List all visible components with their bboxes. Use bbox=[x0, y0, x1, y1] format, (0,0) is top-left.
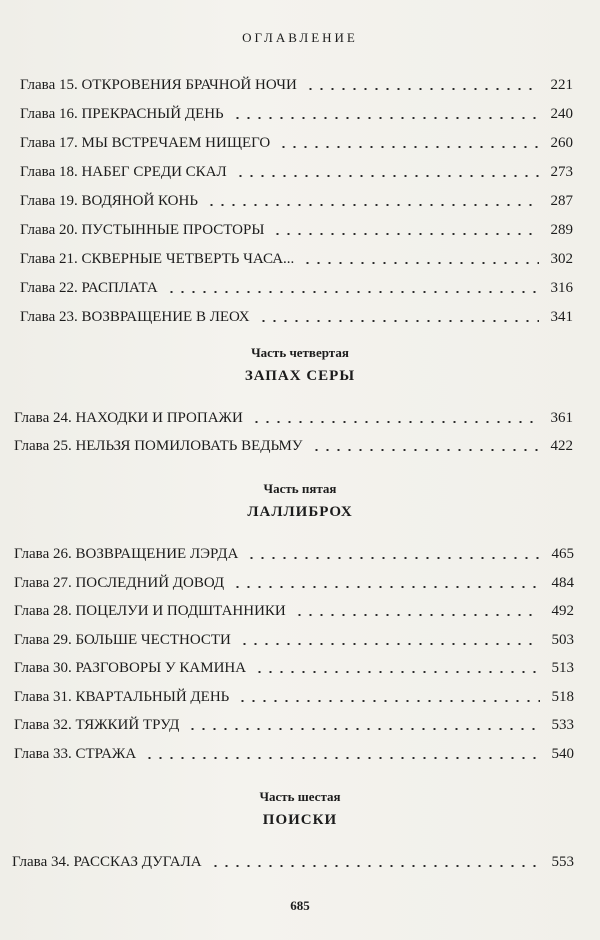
dot-leader bbox=[246, 557, 540, 559]
dot-leader bbox=[187, 728, 540, 730]
toc-entry-title: Глава 27. ПОСЛЕДНИЙ ДОВОД bbox=[14, 574, 225, 591]
toc-entry bbox=[14, 741, 574, 763]
toc-entry bbox=[20, 130, 573, 152]
toc-entry bbox=[20, 72, 573, 94]
toc-entry-title: Глава 17. МЫ ВСТРЕЧАЕМ НИЩЕГО bbox=[20, 135, 271, 151]
toc-entry bbox=[14, 712, 574, 734]
toc-entry-page: 361 bbox=[550, 410, 573, 426]
part-four-label: Часть четвертая bbox=[251, 345, 349, 360]
toc-entry-page: 287 bbox=[550, 193, 573, 209]
dot-leader bbox=[272, 233, 539, 235]
toc-entry bbox=[14, 433, 573, 455]
dot-leader bbox=[294, 614, 540, 616]
dot-leader bbox=[311, 449, 539, 451]
toc-entry-title: Глава 15. ОТКРОВЕНИЯ БРАЧНОЙ НОЧИ bbox=[20, 77, 297, 93]
toc-entry-title: Глава 32. ТЯЖКИЙ ТРУД bbox=[14, 717, 180, 733]
dot-leader bbox=[144, 757, 540, 759]
dot-leader bbox=[232, 586, 540, 588]
toc-entry-title: Глава 18. НАБЕГ СРЕДИ СКАЛ bbox=[20, 164, 227, 180]
dot-leader bbox=[232, 117, 539, 119]
toc-entry-title: Глава 21. СКВЕРНЫЕ ЧЕТВЕРТЬ ЧАСА... bbox=[20, 251, 295, 267]
toc-entry-title: Глава 23. ВОЗВРАЩЕНИЕ В ЛЕОХ bbox=[20, 309, 250, 325]
toc-entry-title: Глава 26. ВОЗВРАЩЕНИЕ ЛЭРДА bbox=[14, 546, 239, 562]
toc-entry-page: 273 bbox=[550, 164, 573, 180]
dot-leader bbox=[305, 88, 539, 90]
toc-entry bbox=[20, 246, 573, 268]
dot-leader bbox=[206, 204, 539, 206]
dot-leader bbox=[254, 671, 540, 673]
toc-entry-page: 316 bbox=[550, 280, 573, 296]
part-six-label: Часть шестая bbox=[259, 789, 341, 804]
toc-entry-title: Глава 25. НЕЛЬЗЯ ПОМИЛОВАТЬ ВЕДЬМУ bbox=[14, 438, 303, 454]
toc-entry bbox=[14, 655, 574, 677]
toc-entry-page: 341 bbox=[550, 309, 573, 325]
toc-entry bbox=[20, 101, 573, 123]
toc-entry-page: 484 bbox=[551, 574, 574, 591]
toc-entry-title: Глава 30. РАЗГОВОРЫ У КАМИНА bbox=[14, 660, 247, 676]
toc-entry-title: Глава 29. БОЛЬШЕ ЧЕСТНОСТИ bbox=[14, 631, 231, 648]
toc-entry bbox=[20, 159, 573, 181]
toc-entry bbox=[20, 217, 573, 239]
toc-entry-title: Глава 28. ПОЦЕЛУИ И ПОДШТАННИКИ bbox=[14, 603, 286, 619]
dot-leader bbox=[251, 421, 539, 423]
toc-entry-title: Глава 34. РАССКАЗ ДУГАЛА bbox=[12, 854, 202, 870]
toc-entry-page: 422 bbox=[550, 438, 573, 454]
running-head: ОГЛАВЛЕНИЕ bbox=[242, 30, 358, 45]
toc-entry-title: Глава 31. КВАРТАЛЬНЫЙ ДЕНЬ bbox=[14, 688, 230, 705]
toc-entry-page: 221 bbox=[550, 77, 573, 93]
toc-entry-title: Глава 20. ПУСТЫННЫЕ ПРОСТОРЫ bbox=[20, 222, 265, 238]
page-number: 685 bbox=[290, 898, 310, 913]
dot-leader bbox=[210, 865, 540, 867]
part-five-label: Часть пятая bbox=[263, 481, 337, 496]
part-six-title: ПОИСКИ bbox=[262, 812, 338, 828]
toc-entry-title: Глава 16. ПРЕКРАСНЫЙ ДЕНЬ bbox=[20, 106, 224, 122]
toc-entry-page: 533 bbox=[551, 717, 574, 733]
toc-entry bbox=[12, 849, 574, 871]
dot-leader bbox=[237, 700, 540, 702]
toc-entry bbox=[20, 275, 573, 297]
toc-entry bbox=[14, 598, 574, 620]
toc-entry-page: 492 bbox=[551, 603, 574, 619]
toc-entry-title: Глава 24. НАХОДКИ И ПРОПАЖИ bbox=[14, 410, 243, 426]
toc-entry-page: 553 bbox=[551, 854, 574, 870]
toc-entry-title: Глава 22. РАСПЛАТА bbox=[20, 280, 158, 296]
toc-entry-page: 260 bbox=[550, 135, 573, 151]
toc-entry-page: 289 bbox=[550, 222, 573, 238]
dot-leader bbox=[166, 291, 539, 293]
toc-entry-page: 503 bbox=[551, 631, 574, 648]
toc-entry-page: 540 bbox=[551, 745, 574, 762]
part-five-title: ЛАЛЛИБРОХ bbox=[247, 504, 353, 520]
dot-leader bbox=[278, 146, 539, 148]
toc-entry-title: Глава 33. СТРАЖА bbox=[14, 745, 137, 762]
toc-entry bbox=[14, 684, 574, 706]
dot-leader bbox=[258, 320, 539, 322]
toc-entry-page: 513 bbox=[551, 660, 574, 676]
toc-entry bbox=[14, 541, 574, 563]
toc-entry-page: 465 bbox=[551, 546, 574, 562]
dot-leader bbox=[302, 262, 539, 264]
toc-entry-title: Глава 19. ВОДЯНОЙ КОНЬ bbox=[20, 193, 198, 209]
dot-leader bbox=[235, 175, 539, 177]
part-four-title: ЗАПАХ СЕРЫ bbox=[244, 368, 356, 384]
toc-entry-page: 518 bbox=[551, 688, 574, 705]
toc-entry bbox=[14, 405, 573, 427]
dot-leader bbox=[239, 643, 540, 645]
toc-entry bbox=[20, 188, 573, 210]
toc-entry-page: 240 bbox=[550, 106, 573, 122]
toc-entry bbox=[20, 304, 573, 326]
toc-entry bbox=[14, 570, 574, 592]
toc-entry-page: 302 bbox=[550, 251, 573, 267]
toc-entry bbox=[14, 627, 574, 649]
